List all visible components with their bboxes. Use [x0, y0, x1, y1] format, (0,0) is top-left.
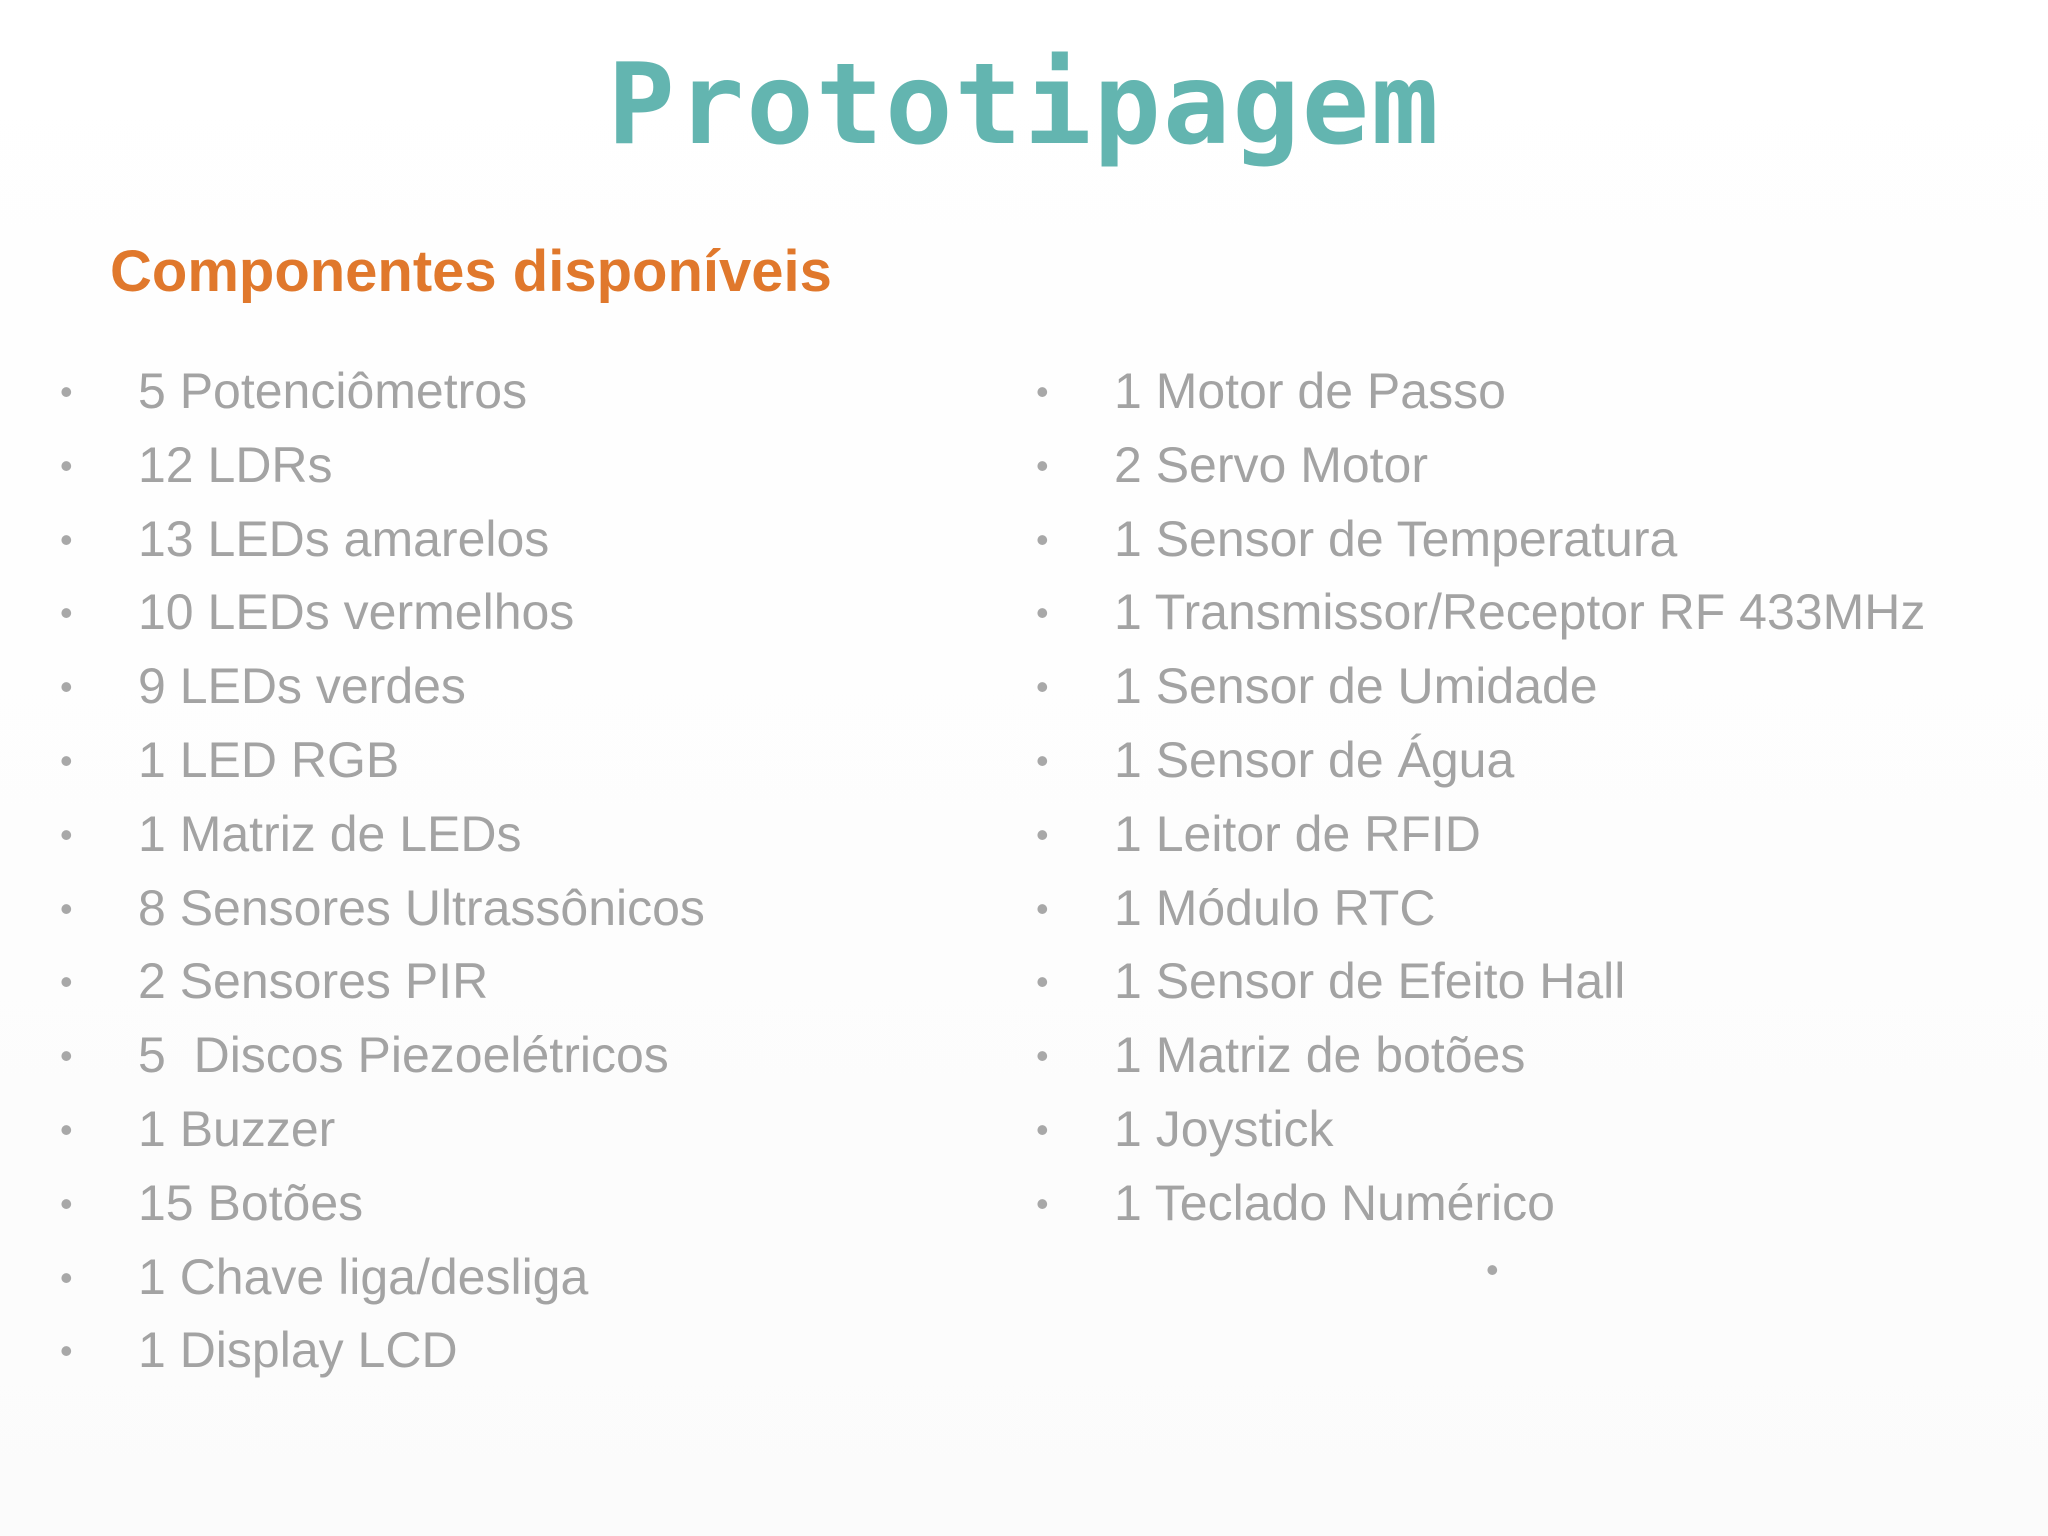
- bullet-icon: •: [1036, 1108, 1049, 1150]
- list-item-label: 13 LEDs amarelos: [138, 510, 550, 567]
- list-item-label: 1 Módulo RTC: [1114, 879, 1436, 936]
- list-item-label: 10 LEDs vermelhos: [138, 584, 575, 641]
- list-item-label: 15 Botões: [138, 1174, 364, 1231]
- bullet-icon: •: [1036, 813, 1049, 855]
- list-item-label: 5 Discos Piezoelétricos: [138, 1027, 669, 1084]
- bullet-icon: •: [1036, 1182, 1049, 1224]
- slide-subtitle: Componentes disponíveis: [110, 239, 832, 304]
- bullet-icon: •: [60, 1256, 73, 1298]
- list-item-label: 1 Sensor de Água: [1114, 731, 1515, 788]
- bullet-icon: •: [1036, 518, 1049, 560]
- list-item-label: 12 LDRs: [138, 436, 333, 493]
- bullet-icon: •: [60, 666, 73, 708]
- list-item-label: 1 Sensor de Temperatura: [1114, 510, 1678, 567]
- bullet-icon: •: [60, 813, 73, 855]
- bullet-icon: •: [1036, 444, 1049, 486]
- bullet-icon: •: [60, 961, 73, 1003]
- bullet-icon: •: [60, 444, 73, 486]
- list-item-label: 1 Buzzer: [138, 1100, 336, 1157]
- bullet-icon: •: [60, 739, 73, 781]
- bullet-icon: •: [60, 1035, 73, 1077]
- list-item-label: 5 Potenciômetros: [138, 363, 528, 419]
- bullet-icon: •: [60, 1330, 73, 1372]
- list-item-label: 1 Sensor de Umidade: [1114, 658, 1598, 715]
- slide-title: Prototipagem: [607, 40, 1441, 170]
- list-item-label: 8 Sensores Ultrassônicos: [138, 879, 705, 936]
- bullet-icon: •: [1036, 371, 1049, 412]
- list-item-label: 9 LEDs verdes: [138, 658, 466, 715]
- bullet-icon: •: [60, 887, 73, 929]
- bullet-icon: •: [60, 592, 73, 634]
- list-item-label: 1 Chave liga/desliga: [138, 1248, 589, 1305]
- bullet-icon: •: [1036, 961, 1049, 1003]
- list-item-label: 1 Transmissor/Receptor RF 433MHz: [1114, 584, 1926, 641]
- bullet-icon: •: [60, 518, 73, 560]
- bullet-icon: •: [1036, 666, 1049, 708]
- bullet-icon: •: [1036, 739, 1049, 781]
- list-item-label: 1 Leitor de RFID: [1114, 805, 1481, 862]
- bullet-icon: •: [60, 1108, 73, 1150]
- list-item-label: 1 Sensor de Efeito Hall: [1114, 953, 1626, 1010]
- list-item-label: 1 LED RGB: [138, 731, 400, 788]
- list-item-label: 1 Matriz de botões: [1114, 1027, 1526, 1084]
- empty-bullet: •: [1486, 1249, 1499, 1290]
- list-item-label: 1 Matriz de LEDs: [138, 805, 522, 862]
- bullet-icon: •: [1036, 592, 1049, 634]
- bullet-icon: •: [60, 371, 73, 412]
- bullet-icon: •: [1036, 1035, 1049, 1077]
- list-item-label: 1 Display LCD: [138, 1322, 458, 1379]
- list-item-label: 1 Joystick: [1114, 1100, 1334, 1157]
- list-item-label: 2 Sensores PIR: [138, 953, 489, 1010]
- list-item-label: 1 Motor de Passo: [1114, 363, 1506, 419]
- list-item-label: 2 Servo Motor: [1114, 436, 1429, 493]
- bullet-icon: •: [1036, 887, 1049, 929]
- list-item-label: 1 Teclado Numérico: [1114, 1174, 1555, 1231]
- bullet-icon: •: [60, 1182, 73, 1224]
